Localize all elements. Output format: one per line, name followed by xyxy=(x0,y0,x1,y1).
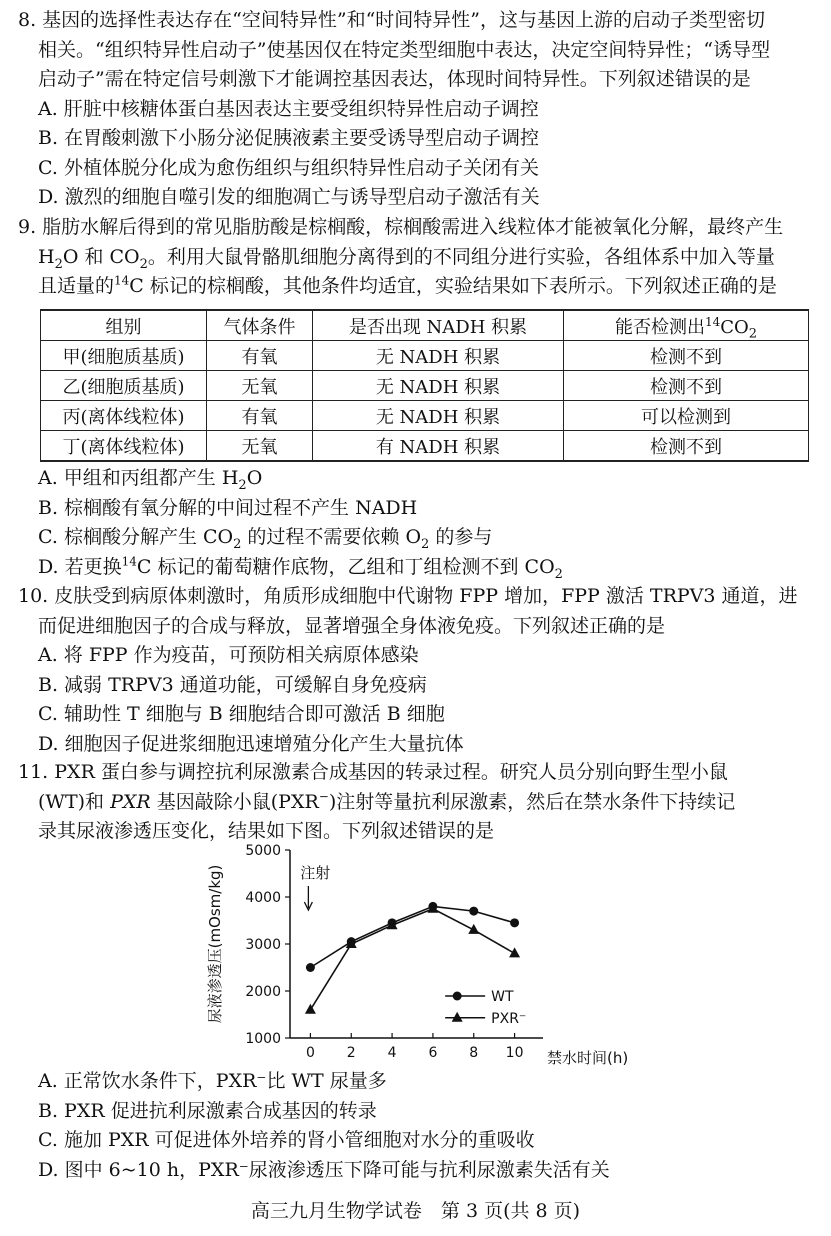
subscript: 2 xyxy=(238,477,247,493)
table-cell: 乙(细胞质基质) xyxy=(41,371,207,401)
experiment-table xyxy=(40,309,809,462)
table-cell: 可以检测到 xyxy=(564,401,809,431)
table-cell: 无 NADH 积累 xyxy=(313,401,564,431)
q10-option-d: D. 细胞因子促进浆细胞迅速增殖分化产生大量抗体 xyxy=(38,732,464,755)
subscript: 2 xyxy=(421,536,430,552)
q9-stem-line xyxy=(18,272,818,302)
question-8 xyxy=(18,6,818,213)
header-cell: 是否出现 NADH 积累 xyxy=(313,310,564,341)
text: C 标记的棕榈酸，其他条件均适宜，实验结果如下表所示。下列叙述正确的是 xyxy=(129,275,777,297)
text: 且适量的 xyxy=(38,275,115,297)
series-line-wt xyxy=(310,906,514,967)
table-cell: 无 NADH 积累 xyxy=(313,341,564,371)
text: )注射等量抗利尿激素，然后在禁水条件下持续记 xyxy=(328,790,736,813)
table-row xyxy=(41,431,809,462)
q11-option-a: A. 正常饮水条件下，PXR⁻比 WT 尿量多 xyxy=(38,1070,387,1092)
q8-stem-line: 相关。“组织特异性启动子”使基因仅在特定类型细胞中表达，决定空间特异性；“诱导型 xyxy=(38,38,771,61)
wt-data-point xyxy=(306,963,315,972)
table-cell: 检测不到 xyxy=(564,431,809,462)
y-tick-label: 1000 xyxy=(245,1031,281,1047)
q10-stem-line: 而促进细胞因子的合成与释放，显著增强全身体液免疫。下列叙述正确的是 xyxy=(38,614,666,637)
x-tick-label: 6 xyxy=(428,1045,438,1061)
superscript: 14 xyxy=(114,273,130,288)
table-cell: 检测不到 xyxy=(564,341,809,371)
subscript: 2 xyxy=(54,256,63,272)
subscript: 2 xyxy=(748,326,758,342)
wt-data-point xyxy=(469,907,478,916)
text: (WT)和 xyxy=(38,790,111,813)
question-11-options xyxy=(18,1067,818,1185)
y-axis-label: 尿液渗透压(mOsm/kg) xyxy=(206,864,224,1024)
legend-label-pxr: PXR⁻ xyxy=(491,1010,527,1027)
pxr-data-point xyxy=(509,947,520,957)
osmolality-chart xyxy=(190,838,650,1068)
table-cell: 丁(离体线粒体) xyxy=(41,431,207,462)
q11-stem-line: 11. PXR 蛋白参与调控抗利尿激素合成基因的转录过程。研究人员分别向野生型小鼠 xyxy=(18,761,728,783)
table-row xyxy=(41,401,809,431)
header-cell xyxy=(564,310,809,341)
chart-plot xyxy=(206,843,628,1067)
q9-option-d xyxy=(18,553,818,583)
q11-option-b: B. PXR 促进抗利尿激素合成基因的转录 xyxy=(38,1099,377,1122)
text: 的参与 xyxy=(429,526,493,548)
q11-option-d: D. 图中 6~10 h，PXR⁻尿液渗透压下降可能与抗利尿激素失活有关 xyxy=(38,1158,610,1181)
question-11 xyxy=(18,758,818,847)
text: CO xyxy=(720,316,749,338)
q9-option-c xyxy=(18,523,818,553)
table-row xyxy=(41,341,809,371)
text: O xyxy=(246,467,263,489)
question-9-options xyxy=(18,464,818,582)
text: A. 甲组和丙组都产生 H xyxy=(38,467,239,489)
table-header-row xyxy=(41,310,809,341)
italic-gene-name: PXR xyxy=(110,790,151,813)
subscript: 2 xyxy=(139,256,148,272)
q10-option-c: C. 辅助性 T 细胞与 B 细胞结合即可激活 B 细胞 xyxy=(38,703,445,725)
y-tick-label: 3000 xyxy=(245,937,281,953)
table-cell: 无氧 xyxy=(207,371,313,401)
wt-data-point xyxy=(510,918,519,927)
pxr-data-point xyxy=(305,1004,316,1014)
page-footer: 高三九月生物学试卷 第 3 页(共 8 页) xyxy=(250,1200,581,1222)
table-cell: 无 NADH 积累 xyxy=(313,371,564,401)
legend-marker-wt xyxy=(453,992,462,1001)
text: 的过程不需要依赖 O xyxy=(241,526,422,548)
y-tick-label: 5000 xyxy=(245,843,281,859)
q10-option-a: A. 将 FPP 作为疫苗，可预防相关病原体感染 xyxy=(38,644,419,666)
subscript: 2 xyxy=(233,536,242,552)
q9-stem-line: 9. 脂肪水解后得到的常见脂肪酸是棕榈酸，棕榈酸需进入线粒体才能被氧化分解，最终产生 xyxy=(18,216,784,238)
table-cell: 丙(离体线粒体) xyxy=(41,401,207,431)
q8-stem-line: 启动子”需在特定信号刺激下才能调控基因表达，体现时间特异性。下列叙述错误的是 xyxy=(38,68,751,90)
text: C 标记的葡萄糖作底物，乙组和丁组检测不到 CO xyxy=(136,555,555,578)
question-9 xyxy=(18,213,818,302)
text: 基因敲除小鼠(PXR xyxy=(150,790,319,813)
x-tick-label: 2 xyxy=(346,1045,356,1061)
q9-stem-line xyxy=(18,243,818,273)
q9-option-a xyxy=(18,464,818,494)
x-tick-label: 0 xyxy=(305,1045,315,1061)
x-tick-label: 4 xyxy=(387,1045,397,1061)
q11-stem-line xyxy=(18,788,818,818)
subscript: 2 xyxy=(554,566,563,582)
text: O 和 CO xyxy=(62,245,140,268)
q8-option-d: D. 激烈的细胞自噬引发的细胞凋亡与诱导型启动子激活有关 xyxy=(38,186,540,208)
text: 能否检测出 xyxy=(614,316,705,338)
injection-annotation: 注射 xyxy=(300,864,331,882)
q11-stem-line: 录其尿液渗透压变化，结果如下图。下列叙述错误的是 xyxy=(38,820,495,842)
table-row xyxy=(41,371,809,401)
x-axis-label: 禁水时间(h) xyxy=(547,1049,629,1067)
question-10 xyxy=(18,582,818,759)
text: H xyxy=(38,245,55,268)
series-line-pxr xyxy=(310,909,514,1010)
x-tick-label: 10 xyxy=(505,1045,524,1061)
q8-option-a: A. 肝脏中核糖体蛋白基因表达主要受组织特异性启动子调控 xyxy=(38,97,539,120)
q10-option-b: B. 减弱 TRPV3 通道功能，可缓解自身免疫病 xyxy=(38,673,427,696)
text: D. 若更换 xyxy=(38,555,122,578)
q8-option-b: B. 在胃酸刺激下小肠分泌促胰液素主要受诱导型启动子调控 xyxy=(38,127,540,149)
q9-option-b: B. 棕榈酸有氧分解的中间过程不产生 NADH xyxy=(38,496,418,519)
legend-marker-pxr xyxy=(452,1012,463,1022)
legend-label-wt: WT xyxy=(491,989,514,1005)
x-tick-label: 8 xyxy=(469,1045,479,1061)
table-cell: 无氧 xyxy=(207,431,313,462)
q10-stem-line: 10. 皮肤受到病原体刺激时，角质形成细胞中代谢物 FPP 增加，FPP 激活 TRPV3 通道，进 xyxy=(18,585,798,607)
pxr-data-point xyxy=(468,924,479,934)
table-cell: 有氧 xyxy=(207,341,313,371)
table-cell: 有氧 xyxy=(207,401,313,431)
table-cell: 甲(细胞质基质) xyxy=(41,341,207,371)
q11-option-c: C. 施加 PXR 可促进体外培养的肾小管细胞对水分的重吸收 xyxy=(38,1129,535,1151)
y-tick-label: 2000 xyxy=(245,984,281,1000)
header-cell: 组别 xyxy=(41,310,207,341)
q8-stem-line: 8. 基因的选择性表达存在“空间特异性”和“时间特异性”，这与基因上游的启动子类型密切 xyxy=(18,9,766,31)
superscript: − xyxy=(318,789,329,804)
table-cell: 检测不到 xyxy=(564,371,809,401)
header-cell: 气体条件 xyxy=(207,310,313,341)
q8-option-c: C. 外植体脱分化成为愈伤组织与组织特异性启动子关闭有关 xyxy=(38,156,539,179)
table-cell: 有 NADH 积累 xyxy=(313,431,564,462)
y-tick-label: 4000 xyxy=(245,890,281,906)
superscript: 14 xyxy=(121,554,137,569)
superscript: 14 xyxy=(704,314,721,329)
text: C. 棕榈酸分解产生 CO xyxy=(38,526,234,548)
text: 。利用大鼠骨骼肌细胞分离得到的不同组分进行实验，各组体系中加入等量 xyxy=(147,245,775,268)
